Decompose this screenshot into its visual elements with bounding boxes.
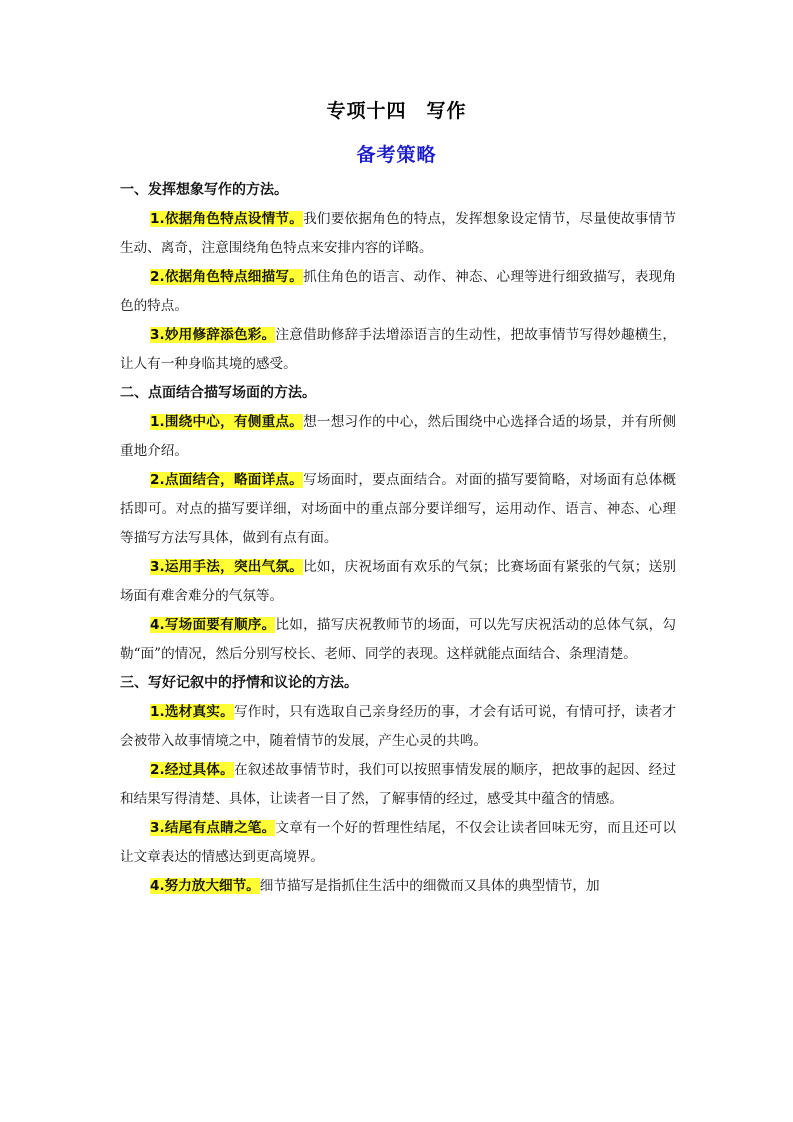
highlighted-key-point: 2.依据角色特点细描写。 — [150, 269, 304, 285]
item-text: 在叙述故事情节时，我们可以按照事情发展的顺序，把故事的起因、经过和结果写得清楚、具体，让读者一目了然，了解事情的经过，感受其中蕴含的情感。 — [120, 762, 677, 807]
section-heading: 二、点面结合描写场面的方法。 — [120, 385, 316, 401]
list-item — [120, 263, 676, 321]
page-title: 专项十四 写作 — [326, 100, 467, 122]
highlighted-key-point: 3.结尾有点睛之笔。 — [150, 820, 276, 836]
highlighted-key-point: 2.经过具体。 — [150, 762, 234, 778]
item-text: 比如，描写庆祝教师节的场面，可以先写庆祝活动的总体气氛，勾勒“面”的情况，然后分别写校长、老师、同学的表现。这样就能点面结合、条理清楚。 — [120, 617, 676, 662]
item-text: 抓住角色的语言、动作、神态、心理等进行细致描写，表现角色的特点。 — [120, 269, 676, 314]
list-item — [120, 321, 676, 379]
item-text: 文章有一个好的哲理性结尾，不仅会让读者回味无穷，而且还可以让文章表达的情感达到更高境界。 — [120, 820, 676, 865]
item-text: 写场面时，要点面结合。对面的描写要简略，对场面有总体概括即可。对点的描写要详细，对场面中的重点部分要详细写，运用动作、语言、神态、心理等描写方法写具体，做到有点有面。 — [120, 472, 676, 546]
section-heading: 一、发挥想象写作的方法。 — [120, 182, 288, 198]
highlighted-key-point: 3.运用手法，突出气氛。 — [150, 559, 304, 575]
list-item — [120, 698, 676, 756]
highlighted-key-point: 1.选材真实。 — [150, 704, 234, 720]
list-item — [120, 408, 676, 466]
highlighted-key-point: 2.点面结合，略面详点。 — [150, 472, 304, 488]
list-item — [120, 756, 676, 814]
item-text: 细节描写是指抓住生活中的细微而又具体的典型情节，加 — [259, 878, 600, 894]
highlighted-key-point: 1.围绕中心，有侧重点。 — [150, 414, 304, 430]
highlighted-key-point: 3.妙用修辞添色彩。 — [150, 327, 276, 343]
item-text: 注意借助修辞手法增添语言的生动性，把故事情节写得妙趣横生，让人有一种身临其境的感受。 — [120, 327, 676, 372]
list-item — [120, 553, 676, 611]
document-body — [120, 176, 676, 901]
list-item — [120, 466, 676, 553]
section-heading: 三、写好记叙中的抒情和议论的方法。 — [120, 675, 358, 691]
item-text: 我们要依据角色的特点，发挥想象设定情节，尽量使故事情节生动、离奇，注意围绕角色特点来安排内容的详略。 — [120, 211, 676, 256]
item-text: 写作时，只有选取自己亲身经历的事，才会有话可说，有情可抒，读者才会被带入故事情境之中，随着情节的发展，产生心灵的共鸣。 — [120, 704, 677, 749]
list-item — [120, 814, 676, 872]
highlighted-key-point: 4.努力放大细节。 — [150, 878, 260, 894]
item-text: 比如，庆祝场面有欢乐的气氛；比赛场面有紧张的气氛；送别场面有难舍难分的气氛等。 — [120, 559, 676, 604]
list-item — [120, 205, 676, 263]
item-text: 想一想习作的中心，然后围绕中心选择合适的场景，并有所侧重地介绍。 — [120, 414, 676, 459]
highlighted-key-point: 1.依据角色特点设情节。 — [150, 211, 304, 227]
list-item — [120, 872, 676, 901]
page-subtitle: 备考策略 — [356, 144, 437, 166]
highlighted-key-point: 4.写场面要有顺序。 — [150, 617, 276, 633]
list-item — [120, 611, 676, 669]
